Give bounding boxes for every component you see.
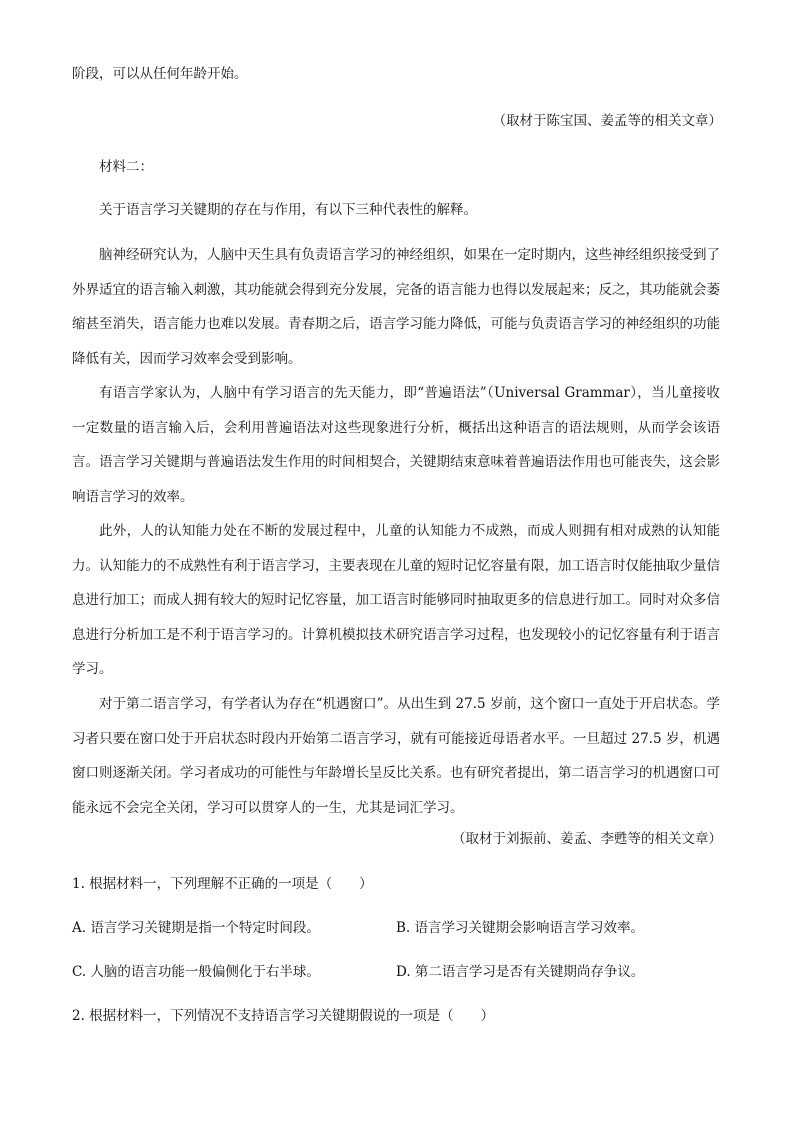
question-1-option-a: A. 语言学习关键期是指一个特定时间段。 — [72, 920, 320, 936]
question-2-stem: 2. 根据材料一，下列情况不支持语言学习关键期假说的一项是（ ） — [72, 1008, 495, 1024]
question-1-option-b: B. 语言学习关键期会影响语言学习效率。 — [396, 920, 645, 936]
paragraph-cognitive: 此外，人的认知能力处在不断的发展过程中，儿童的认知能力不成熟，而成人则拥有相对成熟的认知能力。认知能力的不成熟性有利于语言学习，主要表现在儿童的短时记忆容量有限，加工语言时仅能抽取少量信息进行加工；而成人拥有较大的短时记忆容量，加工语言时能够同时抽取更多的信息进行加工。同时对众多信息进行分析加工是不利于语言学习的。计算机模拟技术研究语言学习过程，也发现较小的记忆容量有利于语言学习。 — [72, 523, 720, 678]
source-citation-2: （取材于刘振前、姜孟、李甦等的相关文章） — [452, 831, 722, 847]
material1-tail: 阶段，可以从任何年龄开始。 — [72, 66, 248, 82]
question-1-option-d: D. 第二语言学习是否有关键期尚存争议。 — [396, 964, 645, 980]
question-1-option-c: C. 人脑的语言功能一般偏侧化于右半球。 — [72, 964, 320, 980]
source-citation-1: （取材于陈宝国、姜孟等的相关文章） — [492, 113, 722, 129]
paragraph-window: 对于第二语言学习，有学者认为存在“机遇窗口”。从出生到 27.5 岁前，这个窗口一直处于开启状态。学习者只要在窗口处于开启状态时段内开始第二语言学习，就有可能接近母语者水平。一旦超过 27.5 岁，机遇窗口则逐渐关闭。学习者成功的可能性与年龄增长呈反比关系。也有研究者提出，第二语言学习的机遇窗口可能永远不会完全关闭，学习可以贯穿人的一生，尤其是词汇学习。 — [72, 696, 720, 816]
paragraph-neuro: 脑神经研究认为，人脑中天生具有负责语言学习的神经组织，如果在一定时期内，这些神经组织接受到了外界适宜的语言输入刺激，其功能就会得到充分发展，完备的语言能力也得以发展起来；反之，其功能就会萎缩甚至消失，语言能力也难以发展。青春期之后，语言学习能力降低，可能与负责语言学习的神经组织的功能降低有关，因而学习效率会受到影响。 — [72, 247, 720, 367]
material2-intro: 关于语言学习关键期的存在与作用，有以下三种代表性的解释。 — [99, 202, 477, 218]
paragraph-universal-grammar: 有语言学家认为，人脑中有学习语言的先天能力，即“普遍语法”（Universal Grammar），当儿童接收一定数量的语言输入后，会利用普遍语法对这些现象进行分析，概括出这种语言的语法规则，从而学会该语言。语言学习关键期与普遍语法发生作用的时间相契合，关键期结束意味着普遍语法作用也可能丧失，这会影响语言学习的效率。 — [72, 385, 720, 505]
material2-title: 材料二： — [99, 159, 153, 175]
question-1-stem: 1. 根据材料一，下列理解不正确的一项是（ ） — [72, 876, 373, 892]
